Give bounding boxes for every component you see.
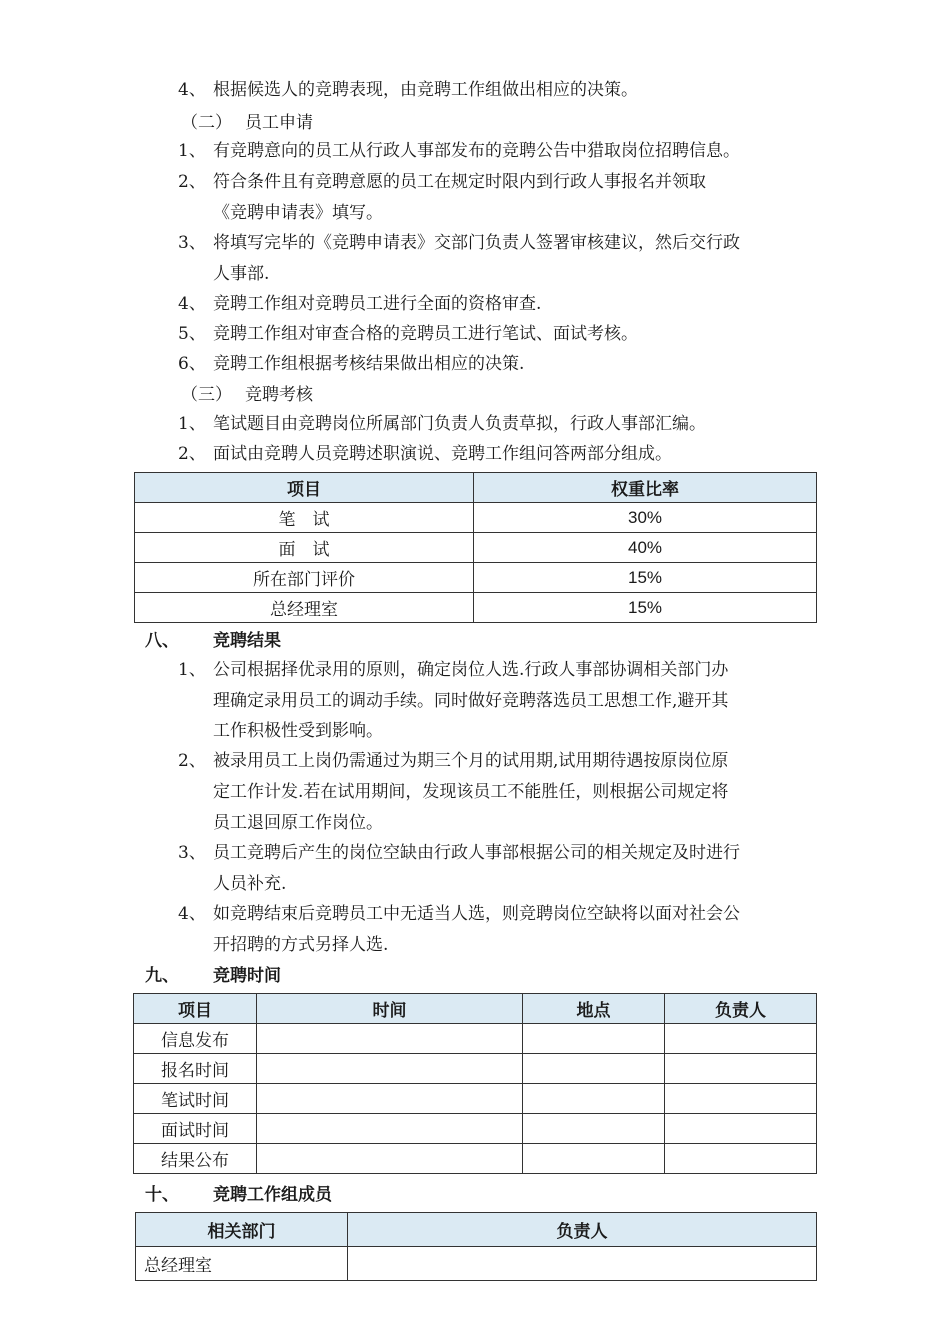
column-header: 项目 [135,473,474,503]
location-cell [523,1144,665,1174]
time-cell [257,1024,523,1054]
owner-cell [665,1024,817,1054]
column-header: 负责人 [348,1213,817,1247]
section-title: 竞聘结果 [213,631,281,651]
subsection-label: （二） [181,113,232,133]
location-cell [523,1084,665,1114]
list-number: 4、 [178,294,206,314]
table-header-row [136,1213,817,1247]
column-header: 相关部门 [136,1213,348,1247]
table-header-row [134,994,817,1024]
table-row [136,1247,817,1281]
column-header: 地点 [523,994,665,1024]
list-text: 员工退回原工作岗位。 [213,813,383,833]
list-number: 1、 [178,660,206,680]
list-number: 5、 [178,324,206,344]
list-text: 员工竞聘后产生的岗位空缺由行政人事部根据公司的相关规定及时进行 [213,843,740,863]
section-title: 竞聘时间 [213,966,281,986]
list-text: 竞聘工作组对竞聘员工进行全面的资格审查. [213,294,542,314]
list-number: 3、 [178,843,206,863]
table-cell: 面 试 [135,533,474,563]
list-text: 人员补充. [213,874,287,894]
list-text: 开招聘的方式另择人选. [213,935,389,955]
list-text: 将填写完毕的《竞聘申请表》交部门负责人签署审核建议，然后交行政 [213,233,740,253]
list-number: 3、 [178,233,206,253]
list-text: 被录用员工上岗仍需通过为期三个月的试用期,试用期待遇按原岗位原 [213,751,729,771]
list-text: 公司根据择优录用的原则，确定岗位人选.行政人事部协调相关部门办 [213,660,729,680]
table-cell: 总经理室 [136,1247,348,1281]
section-number: 八、 [145,631,179,651]
table-row [134,1024,817,1054]
table-row [135,533,817,563]
list-number: 2、 [178,172,206,192]
table-cell: 笔试时间 [134,1084,257,1114]
location-cell [523,1054,665,1084]
owner-cell [665,1114,817,1144]
schedule-table [133,993,817,1174]
section-number: 九、 [145,966,179,986]
list-number: 2、 [178,444,206,464]
column-header: 项目 [134,994,257,1024]
table-row [135,563,817,593]
table-row [134,1054,817,1084]
list-number: 6、 [178,354,206,374]
owner-cell [665,1054,817,1084]
list-text: 符合条件且有竞聘意愿的员工在规定时限内到行政人事报名并领取 [213,172,706,192]
subsection-title: 竞聘考核 [245,385,313,405]
owner-cell [665,1084,817,1114]
column-header: 时间 [257,994,523,1024]
list-text: 根据候选人的竞聘表现，由竞聘工作组做出相应的决策。 [213,80,638,100]
table-cell: 15% [474,563,817,593]
table-header-row [135,473,817,503]
column-header: 负责人 [665,994,817,1024]
list-text: 如竞聘结束后竞聘员工中无适当人选，则竞聘岗位空缺将以面对社会公 [213,904,740,924]
table-row [134,1084,817,1114]
list-text: 竞聘工作组根据考核结果做出相应的决策. [213,354,525,374]
table-cell: 信息发布 [134,1024,257,1054]
subsection-label: （三） [181,385,232,405]
table-cell: 面试时间 [134,1114,257,1144]
list-text: 面试由竞聘人员竞聘述职演说、竞聘工作组问答两部分组成。 [213,444,672,464]
list-number: 1、 [178,141,206,161]
column-header: 权重比率 [474,473,817,503]
table-cell: 40% [474,533,817,563]
list-number: 4、 [178,904,206,924]
members-table [135,1212,817,1281]
table-row [135,593,817,623]
subsection-title: 员工申请 [245,113,313,133]
section-title: 竞聘工作组成员 [213,1185,332,1205]
owner-cell [665,1144,817,1174]
table-cell: 15% [474,593,817,623]
table-cell: 结果公布 [134,1144,257,1174]
table-row [135,503,817,533]
list-text: 有竞聘意向的员工从行政人事部发布的竞聘公告中猎取岗位招聘信息。 [213,141,740,161]
table-cell: 报名时间 [134,1054,257,1084]
list-text: 笔试题目由竞聘岗位所属部门负责人负责草拟，行政人事部汇编。 [213,414,706,434]
table-cell: 所在部门评价 [135,563,474,593]
list-text: 《竞聘申请表》填写。 [213,203,383,223]
list-text: 定工作计发.若在试用期间，发现该员工不能胜任，则根据公司规定将 [213,782,729,802]
location-cell [523,1114,665,1144]
list-number: 4、 [178,80,206,100]
list-text: 工作积极性受到影响。 [213,721,383,741]
time-cell [257,1144,523,1174]
list-text: 竞聘工作组对审查合格的竞聘员工进行笔试、面试考核。 [213,324,638,344]
time-cell [257,1054,523,1084]
location-cell [523,1024,665,1054]
weight-table [134,472,817,623]
time-cell [257,1084,523,1114]
table-cell: 总经理室 [135,593,474,623]
section-number: 十、 [145,1185,179,1205]
list-text: 理确定录用员工的调动手续。同时做好竞聘落选员工思想工作,避开其 [213,691,729,711]
table-cell: 笔 试 [135,503,474,533]
list-number: 1、 [178,414,206,434]
table-row [134,1114,817,1144]
list-text: 人事部. [213,264,270,284]
table-row [134,1144,817,1174]
time-cell [257,1114,523,1144]
owner-cell [348,1247,817,1281]
list-number: 2、 [178,751,206,771]
table-cell: 30% [474,503,817,533]
